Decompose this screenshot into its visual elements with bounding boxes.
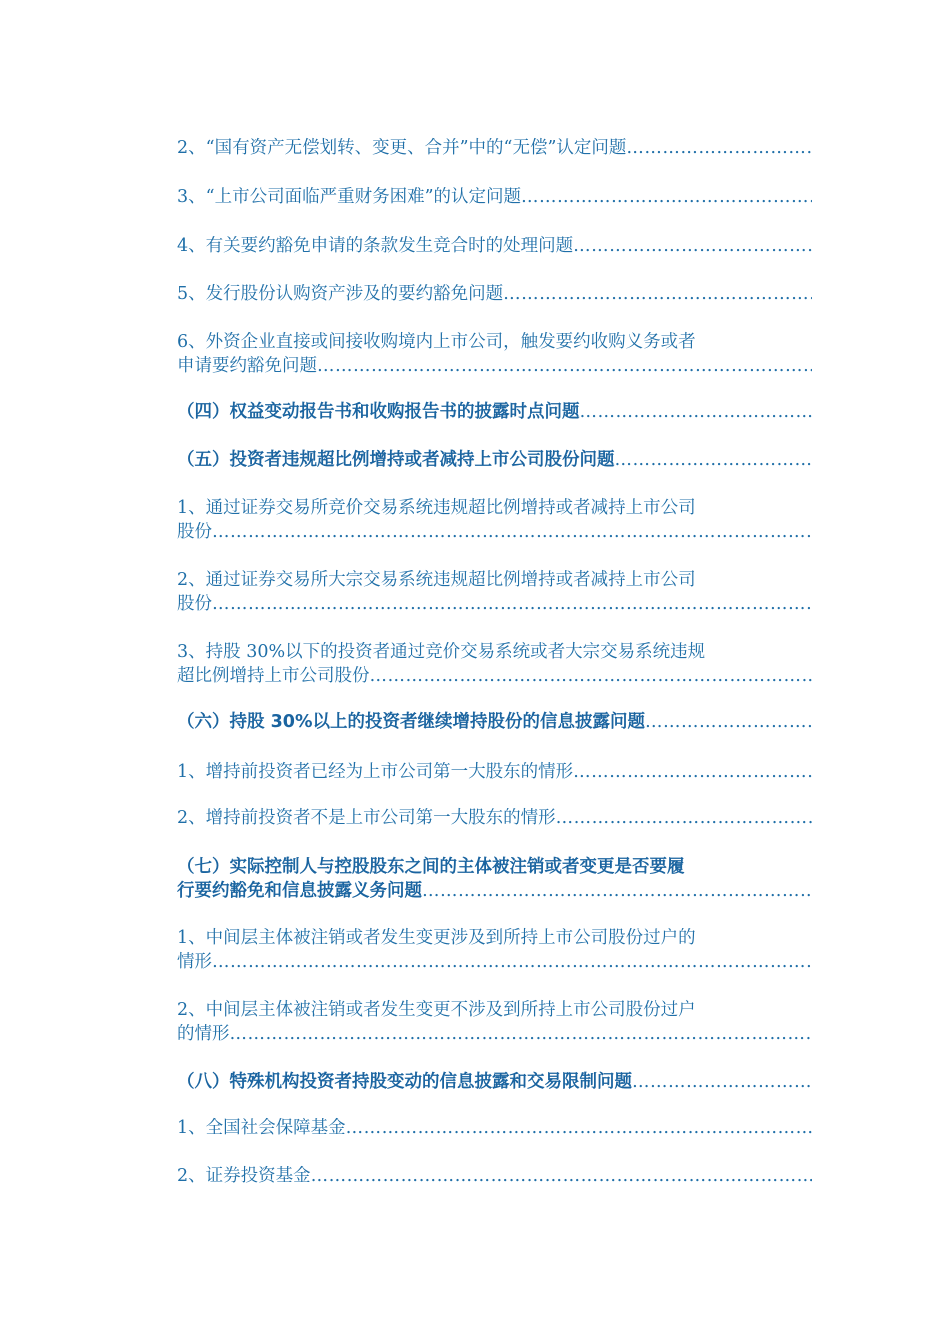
toc-entry[interactable] <box>177 1164 812 1188</box>
toc-dot-leader <box>573 760 812 784</box>
toc-dot-leader <box>317 354 812 378</box>
toc-entry-text: 超比例增持上市公司股份 <box>177 666 370 686</box>
toc-entry-line <box>177 998 812 1022</box>
toc-dot-leader <box>615 448 813 472</box>
toc-entry[interactable] <box>177 926 812 974</box>
toc-dot-leader <box>626 136 812 160</box>
toc-entry-line <box>177 496 812 520</box>
toc-entry-line <box>177 806 812 830</box>
toc-entry[interactable] <box>177 1116 812 1140</box>
toc-entry-text: （五）投资者违规超比例增持或者减持上市公司股份问题 <box>177 450 615 470</box>
toc-dot-leader <box>422 879 812 903</box>
toc-entry[interactable] <box>177 282 812 306</box>
toc-entry[interactable] <box>177 496 812 544</box>
toc-entry[interactable] <box>177 136 812 160</box>
toc-dot-leader <box>311 1164 812 1188</box>
toc-dot-leader <box>212 950 812 974</box>
toc-dot-leader <box>212 592 812 616</box>
toc-entry-line <box>177 234 812 258</box>
toc-dot-leader <box>580 400 813 424</box>
toc-entry[interactable] <box>177 998 812 1046</box>
toc-entry[interactable] <box>177 640 812 688</box>
toc-entry-line <box>177 664 812 688</box>
toc-entry[interactable] <box>177 760 812 784</box>
toc-entry-line <box>177 592 812 616</box>
toc-entry-text: 股份 <box>177 594 212 614</box>
toc-entry-text: 申请要约豁免问题 <box>177 356 317 376</box>
toc-entry-text: 6、外资企业直接或间接收购境内上市公司，触发要约收购义务或者 <box>177 332 696 352</box>
toc-entry-line <box>177 330 812 354</box>
toc-entry-line <box>177 568 812 592</box>
toc-entry-line <box>177 760 812 784</box>
toc-entry-line <box>177 354 812 378</box>
toc-entry-line <box>177 282 812 306</box>
toc-dot-leader <box>346 1116 812 1140</box>
toc-entry-line <box>177 1070 812 1094</box>
toc-entry[interactable] <box>177 806 812 830</box>
toc-entry-line <box>177 1164 812 1188</box>
toc-entry-text: （六）持股 30%以上的投资者继续增持股份的信息披露问题 <box>177 712 645 732</box>
toc-entry-line <box>177 400 812 424</box>
toc-entry-text: 5、发行股份认购资产涉及的要约豁免问题 <box>177 284 504 304</box>
toc-dot-leader <box>556 806 812 830</box>
toc-entry-line <box>177 1022 812 1046</box>
toc-entry-text: 2、增持前投资者不是上市公司第一大股东的情形 <box>177 808 556 828</box>
toc-entry-text: 2、中间层主体被注销或者发生变更不涉及到所持上市公司股份过户 <box>177 1000 696 1020</box>
toc-dot-leader <box>645 710 812 734</box>
toc-dot-leader <box>521 185 812 209</box>
toc-entry-text: 2、“国有资产无偿划转、变更、合并”中的“无偿”认定问题 <box>177 138 627 158</box>
toc-entry-line <box>177 1116 812 1140</box>
toc-entry-line <box>177 950 812 974</box>
toc-entry-line <box>177 710 812 734</box>
toc-dot-leader <box>503 282 812 306</box>
toc-entry-line <box>177 520 812 544</box>
toc-section-heading[interactable] <box>177 1070 812 1094</box>
toc-entry-text: 股份 <box>177 522 212 542</box>
toc-entry-text: 1、中间层主体被注销或者发生变更涉及到所持上市公司股份过户的 <box>177 928 696 948</box>
toc-entry-line <box>177 185 812 209</box>
toc-dot-leader <box>632 1070 812 1094</box>
toc-entry-text: 情形 <box>177 952 212 972</box>
toc-entry[interactable] <box>177 330 812 378</box>
toc-entry-line <box>177 855 812 879</box>
toc-entry-line <box>177 448 812 472</box>
toc-entry-line <box>177 136 812 160</box>
toc-entry-text: 1、全国社会保障基金 <box>177 1118 346 1138</box>
toc-section-heading[interactable] <box>177 400 812 424</box>
toc-entry[interactable] <box>177 568 812 616</box>
toc-section-heading[interactable] <box>177 855 812 903</box>
toc-dot-leader <box>212 520 812 544</box>
toc-entry-text: 行要约豁免和信息披露义务问题 <box>177 881 422 901</box>
toc-entry-text: 1、增持前投资者已经为上市公司第一大股东的情形 <box>177 762 574 782</box>
toc-entry[interactable] <box>177 234 812 258</box>
toc-entry-text: 3、持股 30%以下的投资者通过竞价交易系统或者大宗交易系统违规 <box>177 642 706 662</box>
toc-entry-line <box>177 879 812 903</box>
toc-dot-leader <box>230 1022 813 1046</box>
toc-entry-line <box>177 926 812 950</box>
toc-dot-leader <box>370 664 813 688</box>
toc-entry-text: （八）特殊机构投资者持股变动的信息披露和交易限制问题 <box>177 1072 632 1092</box>
toc-entry[interactable] <box>177 185 812 209</box>
toc-entry-text: 2、证券投资基金 <box>177 1166 311 1186</box>
toc-entry-text: （七）实际控制人与控股股东之间的主体被注销或者变更是否要履 <box>177 857 685 877</box>
toc-entry-text: 4、有关要约豁免申请的条款发生竞合时的处理问题 <box>177 236 574 256</box>
toc-section-heading[interactable] <box>177 710 812 734</box>
toc-section-heading[interactable] <box>177 448 812 472</box>
toc-entry-text: 1、通过证券交易所竞价交易系统违规超比例增持或者减持上市公司 <box>177 498 696 518</box>
toc-entry-text: （四）权益变动报告书和收购报告书的披露时点问题 <box>177 402 580 422</box>
toc-entry-text: 3、“上市公司面临严重财务困难”的认定问题 <box>177 187 522 207</box>
toc-entry-line <box>177 640 812 664</box>
toc-entry-text: 的情形 <box>177 1024 230 1044</box>
toc-dot-leader <box>573 234 812 258</box>
toc-entry-text: 2、通过证券交易所大宗交易系统违规超比例增持或者减持上市公司 <box>177 570 696 590</box>
